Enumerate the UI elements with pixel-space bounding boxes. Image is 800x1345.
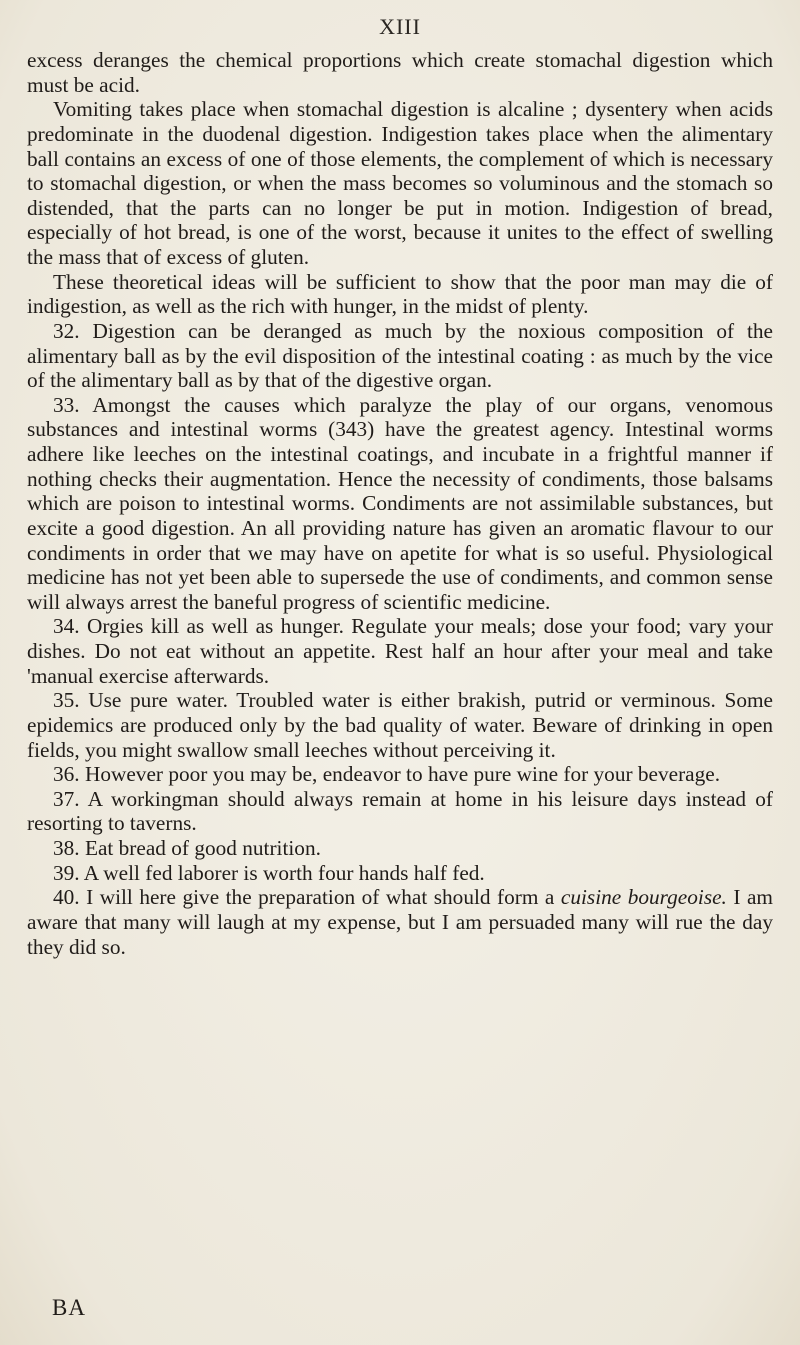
catchword: BA: [52, 1295, 86, 1320]
paragraph-33: 33. Amongst the causes which paralyze the play of our organs, venomous substances and intestinal worms (343) have the greatest agency. Intestinal worms adhere like leeches on the intestinal coatings, and incubate in a frightful manner if nothing checks their augmentation. Hence the necessity of condiments, those balsams which are poison to intestinal worms. Condiments are not assimilable substances, but excite a good digestion. An all providing nature has given an aromatic flavour to our condiments in order that we may have on apetite for what is so useful. Physiological medicine has not yet been able to supersede the use of condiments, and common sense will always arrest the baneful progress of scientific medicine.: [27, 392, 773, 614]
paragraph-continuation: excess deranges the chemical proportions which create stomachal digestion which must be acid.: [27, 48, 773, 97]
paragraph-36: 36. However poor you may be, endeavor to have pure wine for your beverage.: [53, 762, 721, 787]
paragraph-32: 32. Digestion can be deranged as much by the noxious composition of the alimentary ball as by the evil disposition of the intestinal coating : as much by the vice of the alimentary ball as by that of the digestive organ.: [27, 318, 773, 393]
paragraph-vomiting: Vomiting takes place when stomachal digestion is alcaline ; dysentery when acids predominate in the duodenal digestion. Indigestion takes place when the alimentary ball contains an excess of one of those elements, the complement of which is necessary to stomachal digestion, or when the mass becomes so voluminous and the stomach so distended, that the parts can no longer be put in motion. Indigestion of bread, especially of hot bread, is one of the worst, because it unites to the effect of swelling the mass that of excess of gluten.: [27, 97, 773, 269]
paragraph-38: 38. Eat bread of good nutrition.: [53, 836, 321, 860]
body-text: [27, 48, 773, 959]
paragraph-37: 37. A workingman should always remain at home in his leisure days instead of resorting to taverns.: [27, 786, 773, 836]
paragraph-40-tail: I am aware that many will laugh at my expense, but I am persuaded many will rue the day they did so.: [27, 885, 773, 959]
paragraph-35: 35. Use pure water. Troubled water is either brakish, putrid or verminous. Some epidemics are produced only by the bad quality of water. Beware of drinking in open fields, you might swallow small leeches without perceiving it.: [27, 688, 773, 762]
paragraph-40: [27, 885, 773, 959]
paragraph-40-lead: 40. I will here give the preparation of what should form a: [53, 885, 561, 910]
paragraph-theoretical-ideas: These theoretical ideas will be sufficient to show that the poor man may die of indigestion, as well as the rich with hunger, in the midst of plenty.: [27, 269, 773, 319]
page-number: XIII: [379, 14, 421, 39]
paragraph-40-italic: cuisine bourgeoise.: [560, 885, 727, 910]
paragraph-39: 39. A well fed laborer is worth four hands half fed.: [53, 860, 485, 885]
paragraph-34: 34. Orgies kill as well as hunger. Regulate your meals; dose your food; vary your dishes. Do not eat without an appetite. Rest half an hour after your meal and take 'manual exercise afterwards.: [27, 614, 773, 688]
